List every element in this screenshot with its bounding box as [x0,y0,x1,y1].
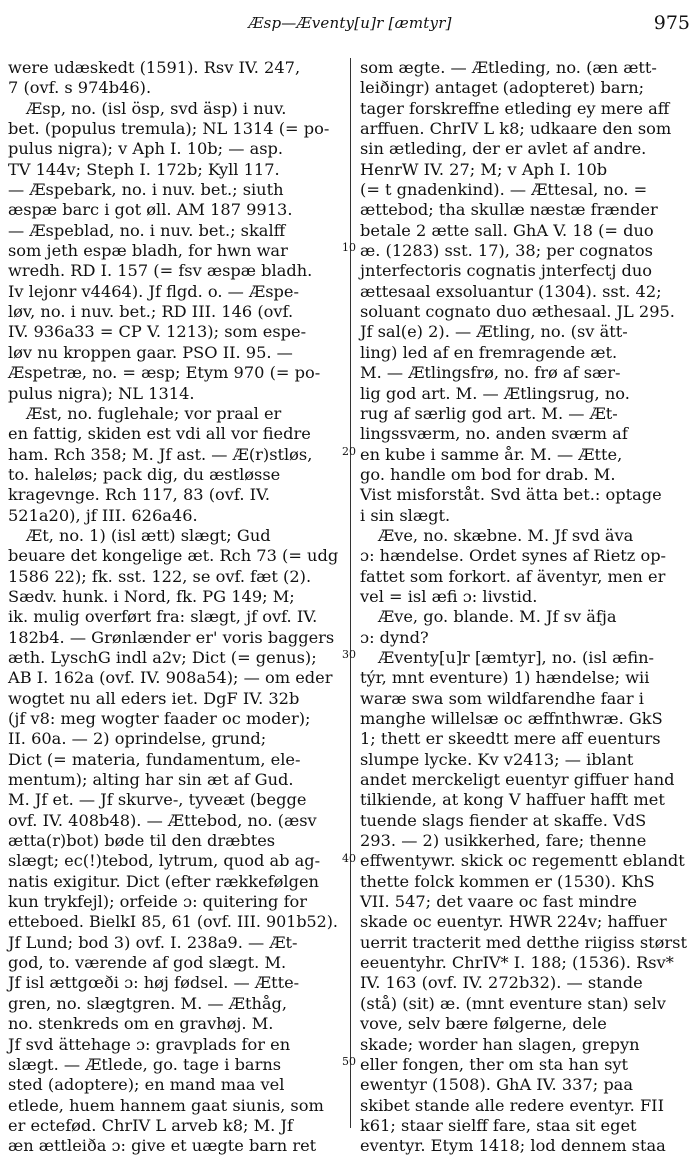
text-line: gren, no. slægtgren. M. — Æthåg, [8,993,288,1013]
text-line: Æst, no. fuglehale; vor praal er [26,403,282,423]
left-column [8,58,338,1157]
page-number: 975 [653,12,690,34]
text-line: uerrit tracterit med detthe riigiss størst [360,932,687,952]
text-line: betale 2 ætte sall. GhA V. 18 (= duo [360,220,654,240]
text-line: pulus nigra); v Aph I. 10b; — asp. [8,139,284,159]
text-line: 182b4. — Grønlænder er' voris baggers [8,627,335,647]
text-line: etteboed. BielkI 85, 61 (ovf. III. 901b52). [8,912,338,932]
text-line: eeuentyhr. ChrIV* I. 188; (1536). Rsv* [360,953,674,973]
text-line: æn ættleiða ɔ: give et uægte barn ret [8,1136,317,1156]
line-marker: 10 [342,241,356,254]
text-line: tuende slags fiender at skaffe. VdS [360,810,647,830]
text-line: tilkiende, at kong V haffuer hafft met [360,790,665,810]
text-line: 1; thett er skeedtt mere aff euenturs [360,729,661,749]
text-line: Iv lejonr v4464). Jf flgd. o. — Æspe- [8,281,299,301]
text-line: er ectefød. ChrIV L arveb k8; M. Jf [8,1115,293,1135]
text-line: Dict (= materia, fundamentum, ele- [8,749,301,769]
text-line: M. Jf et. — Jf skurve-, tyveæt (begge [8,790,307,810]
text-line: M. — Ætlingsfrø, no. frø af sær- [360,363,621,383]
text-line: mentum); alting har sin æt af Gud. [8,770,294,790]
text-line: — Æspeblad, no. i nuv. bet.; skalff [8,220,286,240]
text-line: (stå) (sit) æ. (mnt eventure stan) selv [360,993,666,1013]
text-line: II. 60a. — 2) oprindelse, grund; [8,729,267,749]
text-line: 7 (ovf. s 974b46). [8,78,152,98]
text-line: Sædv. hunk. i Nord, fk. PG 149; M; [8,586,295,606]
text-line: týr, mnt eventure) 1) hændelse; wii [360,668,650,688]
text-line: HenrW IV. 27; M; v Aph I. 10b [360,159,608,179]
text-line: sin ætleding, der er avlet af andre. [360,139,647,159]
text-line: Æspetræ, no. = æsp; Etym 970 (= po- [8,363,321,383]
text-line: Jf Lund; bod 3) ovf. I. 238a9. — Æt- [8,932,298,952]
text-line: were udæskedt (1591). Rsv IV. 247, [8,58,301,77]
text-line: Æve, go. blande. M. Jf sv äfja [378,607,617,627]
line-marker: 30 [342,648,356,661]
text-line: æ. (1283) sst. 17), 38; per cognatos [360,241,653,261]
text-line: Jf svd ättehage ɔ: gravplads for en [8,1034,291,1054]
text-line: slægt. — Ætlede, go. tage i barns [8,1054,282,1074]
text-line: (= t gnadenkind). — Ættesal, no. = [360,180,648,200]
text-line: IV. 936a33 = CP V. 1213); som espe- [8,322,307,342]
text-line: leiðingr) antaget (adopteret) barn; [360,78,645,98]
text-line: æspæ barc i got øll. AM 187 9913. [8,200,293,220]
column-divider [350,58,351,1128]
text-line: k61; staar sielff fare, staa sit eget [360,1115,637,1135]
text-line: arffuen. ChrIV L k8; udkaare den som [360,119,672,139]
text-line: sted (adoptere); en mand maa vel [8,1075,285,1095]
text-line: slumpe lycke. Kv v2413; — iblant [360,749,634,769]
text-line: andet merckeligt euentyr giffuer hand [360,770,675,790]
text-line: jnterfectoris cognatis jnterfectj duo [360,261,653,281]
text-line: 521a20), jf III. 626a46. [8,505,198,525]
text-line: Æsp, no. (isl ösp, svd äsp) i nuv. [26,98,287,118]
text-line: AB I. 162a (ovf. IV. 908a54); — om eder [8,668,333,688]
text-line: Vist misforståt. Svd ätta bet.: optage [360,485,662,505]
text-line: etlede, huem hannem gaat siunis, som [8,1095,324,1115]
text-line: Æt, no. 1) (isl ætt) slægt; Gud [26,525,271,545]
text-line: som ægte. — Ætleding, no. (æn ætt- [360,58,657,77]
text-line: beuare det kongelige æt. Rch 73 (= udg [8,546,339,566]
text-line: go. handle om bod for drab. M. [360,464,616,484]
text-line: i sin slægt. [360,505,451,525]
text-line: ik. mulig overført fra: slægt, jf ovf. IV. [8,607,318,627]
text-line: Æventy[u]r [æmtyr], no. (isl æfin- [378,647,655,667]
text-line: skade oc euentyr. HWR 224v; haffuer [360,912,667,932]
text-line: løv nu kroppen gaar. PSO II. 95. — [8,342,293,362]
text-line: eventyr. Etym 1418; lod dennem staa [360,1136,666,1156]
text-line: VII. 547; det vaare oc fast mindre [360,892,637,912]
text-line: Æve, no. skæbne. M. Jf svd äva [378,525,634,545]
page-header [8,14,692,38]
line-marker: 40 [342,852,356,865]
text-line: fattet som forkort. af äventyr, men er [360,566,666,586]
text-line: lingssværm, no. anden sværm af [360,424,628,444]
text-line: ham. Rch 358; M. Jf ast. — Æ(r)stløs, [8,444,313,464]
text-line: IV. 163 (ovf. IV. 272b32). — stande [360,973,643,993]
text-line: no. stenkreds om en gravhøj. M. [8,1014,274,1034]
text-line: — Æspebark, no. i nuv. bet.; siuth [8,180,284,200]
text-line: rug af særlig god art. M. — Æt- [360,403,618,423]
text-line: tager forskreffne etleding ey mere aff [360,98,670,118]
line-marker: 50 [342,1055,356,1068]
text-line: kun trykfejl); orfeide ɔ: quitering for [8,892,308,912]
text-line: ættesaal exsoluantur (1304). sst. 42; [360,281,662,301]
text-line: ɔ: hændelse. Ordet synes af Rietz op- [360,546,667,566]
text-line: kragevnge. Rch 117, 83 (ovf. IV. [8,485,271,505]
text-line: wogtet nu all eders iet. DgF IV. 32b [8,688,300,708]
text-line: effwentywr. skick oc regementt eblandt [360,851,685,871]
text-line: bet. (populus tremula); NL 1314 (= po- [8,119,330,139]
text-line: ling) led af en fremragende æt. [360,342,618,362]
text-line: løv, no. i nuv. bet.; RD III. 146 (ovf. [8,302,294,322]
text-line: ætta(r)bot) bøde til den dræbtes [8,831,276,851]
text-line: manghe willelsæ oc æffnthwræ. GkS [360,709,663,728]
text-line: lig god art. M. — Ætlingsrug, no. [360,383,630,403]
text-line: skibet stande alle redere eventyr. FII [360,1095,664,1115]
text-line: pulus nigra); NL 1314. [8,383,195,403]
text-line: 1586 22); fk. sst. 122, se ovf. fæt (2). [8,566,312,586]
right-column [360,58,692,1157]
text-line: god, to. værende af god slægt. M. [8,953,287,973]
text-line: ovf. IV. 408b48). — Ættebod, no. (æsv [8,810,317,830]
text-line: som jeth espæ bladh, for hwn war [8,241,288,261]
text-line: en fattig, skiden est vdi all vor fiedre [8,424,311,444]
text-line: Jf isl ættgœði ɔ: høj fødsel. — Ætte- [8,973,300,993]
text-line: thette folck kommen er (1530). KhS [360,871,655,891]
text-line: en kube i samme år. M. — Ætte, [360,444,623,464]
text-line: vove, selv bære følgerne, dele [360,1014,607,1034]
text-line: natis exigitur. Dict (efter rækkefølgen [8,871,319,891]
line-marker: 20 [342,445,356,458]
text-line: eller fongen, ther om sta han syt [360,1054,629,1074]
text-line: TV 144v; Steph I. 172b; Kyll 117. [8,159,280,179]
text-line: to. haleløs; pack dig, du æstløsse [8,464,281,484]
text-line: (jf v8: meg wogter faader oc moder); [8,709,311,728]
text-line: vel = isl æfi ɔ: livstid. [360,586,538,606]
text-line: soluant cognato duo æthesaal. JL 295. [360,302,675,322]
text-line: waræ swa som wildfarendhe faar i [360,688,644,708]
text-line: ɔ: dynd? [360,627,429,647]
text-line: skade; worder han slagen, grepyn [360,1034,640,1054]
text-line: 293. — 2) usikkerhed, fare; thenne [360,831,647,851]
running-head: Æsp—Æventy[u]r [æmtyr] [248,14,452,32]
text-line: ewentyr (1508). GhA IV. 337; paa [360,1075,633,1095]
text-line: æth. LyschG indl a2v; Dict (= genus); [8,647,317,667]
text-line: Jf sal(e) 2). — Ætling, no. (sv ätt- [360,322,628,342]
text-line: wredh. RD I. 157 (= fsv æspæ bladh. [8,261,313,281]
text-line: ættebod; tha skullæ næstæ frænder [360,200,658,220]
text-line: slægt; ec(!)tebod, lytrum, quod ab ag- [8,851,321,871]
